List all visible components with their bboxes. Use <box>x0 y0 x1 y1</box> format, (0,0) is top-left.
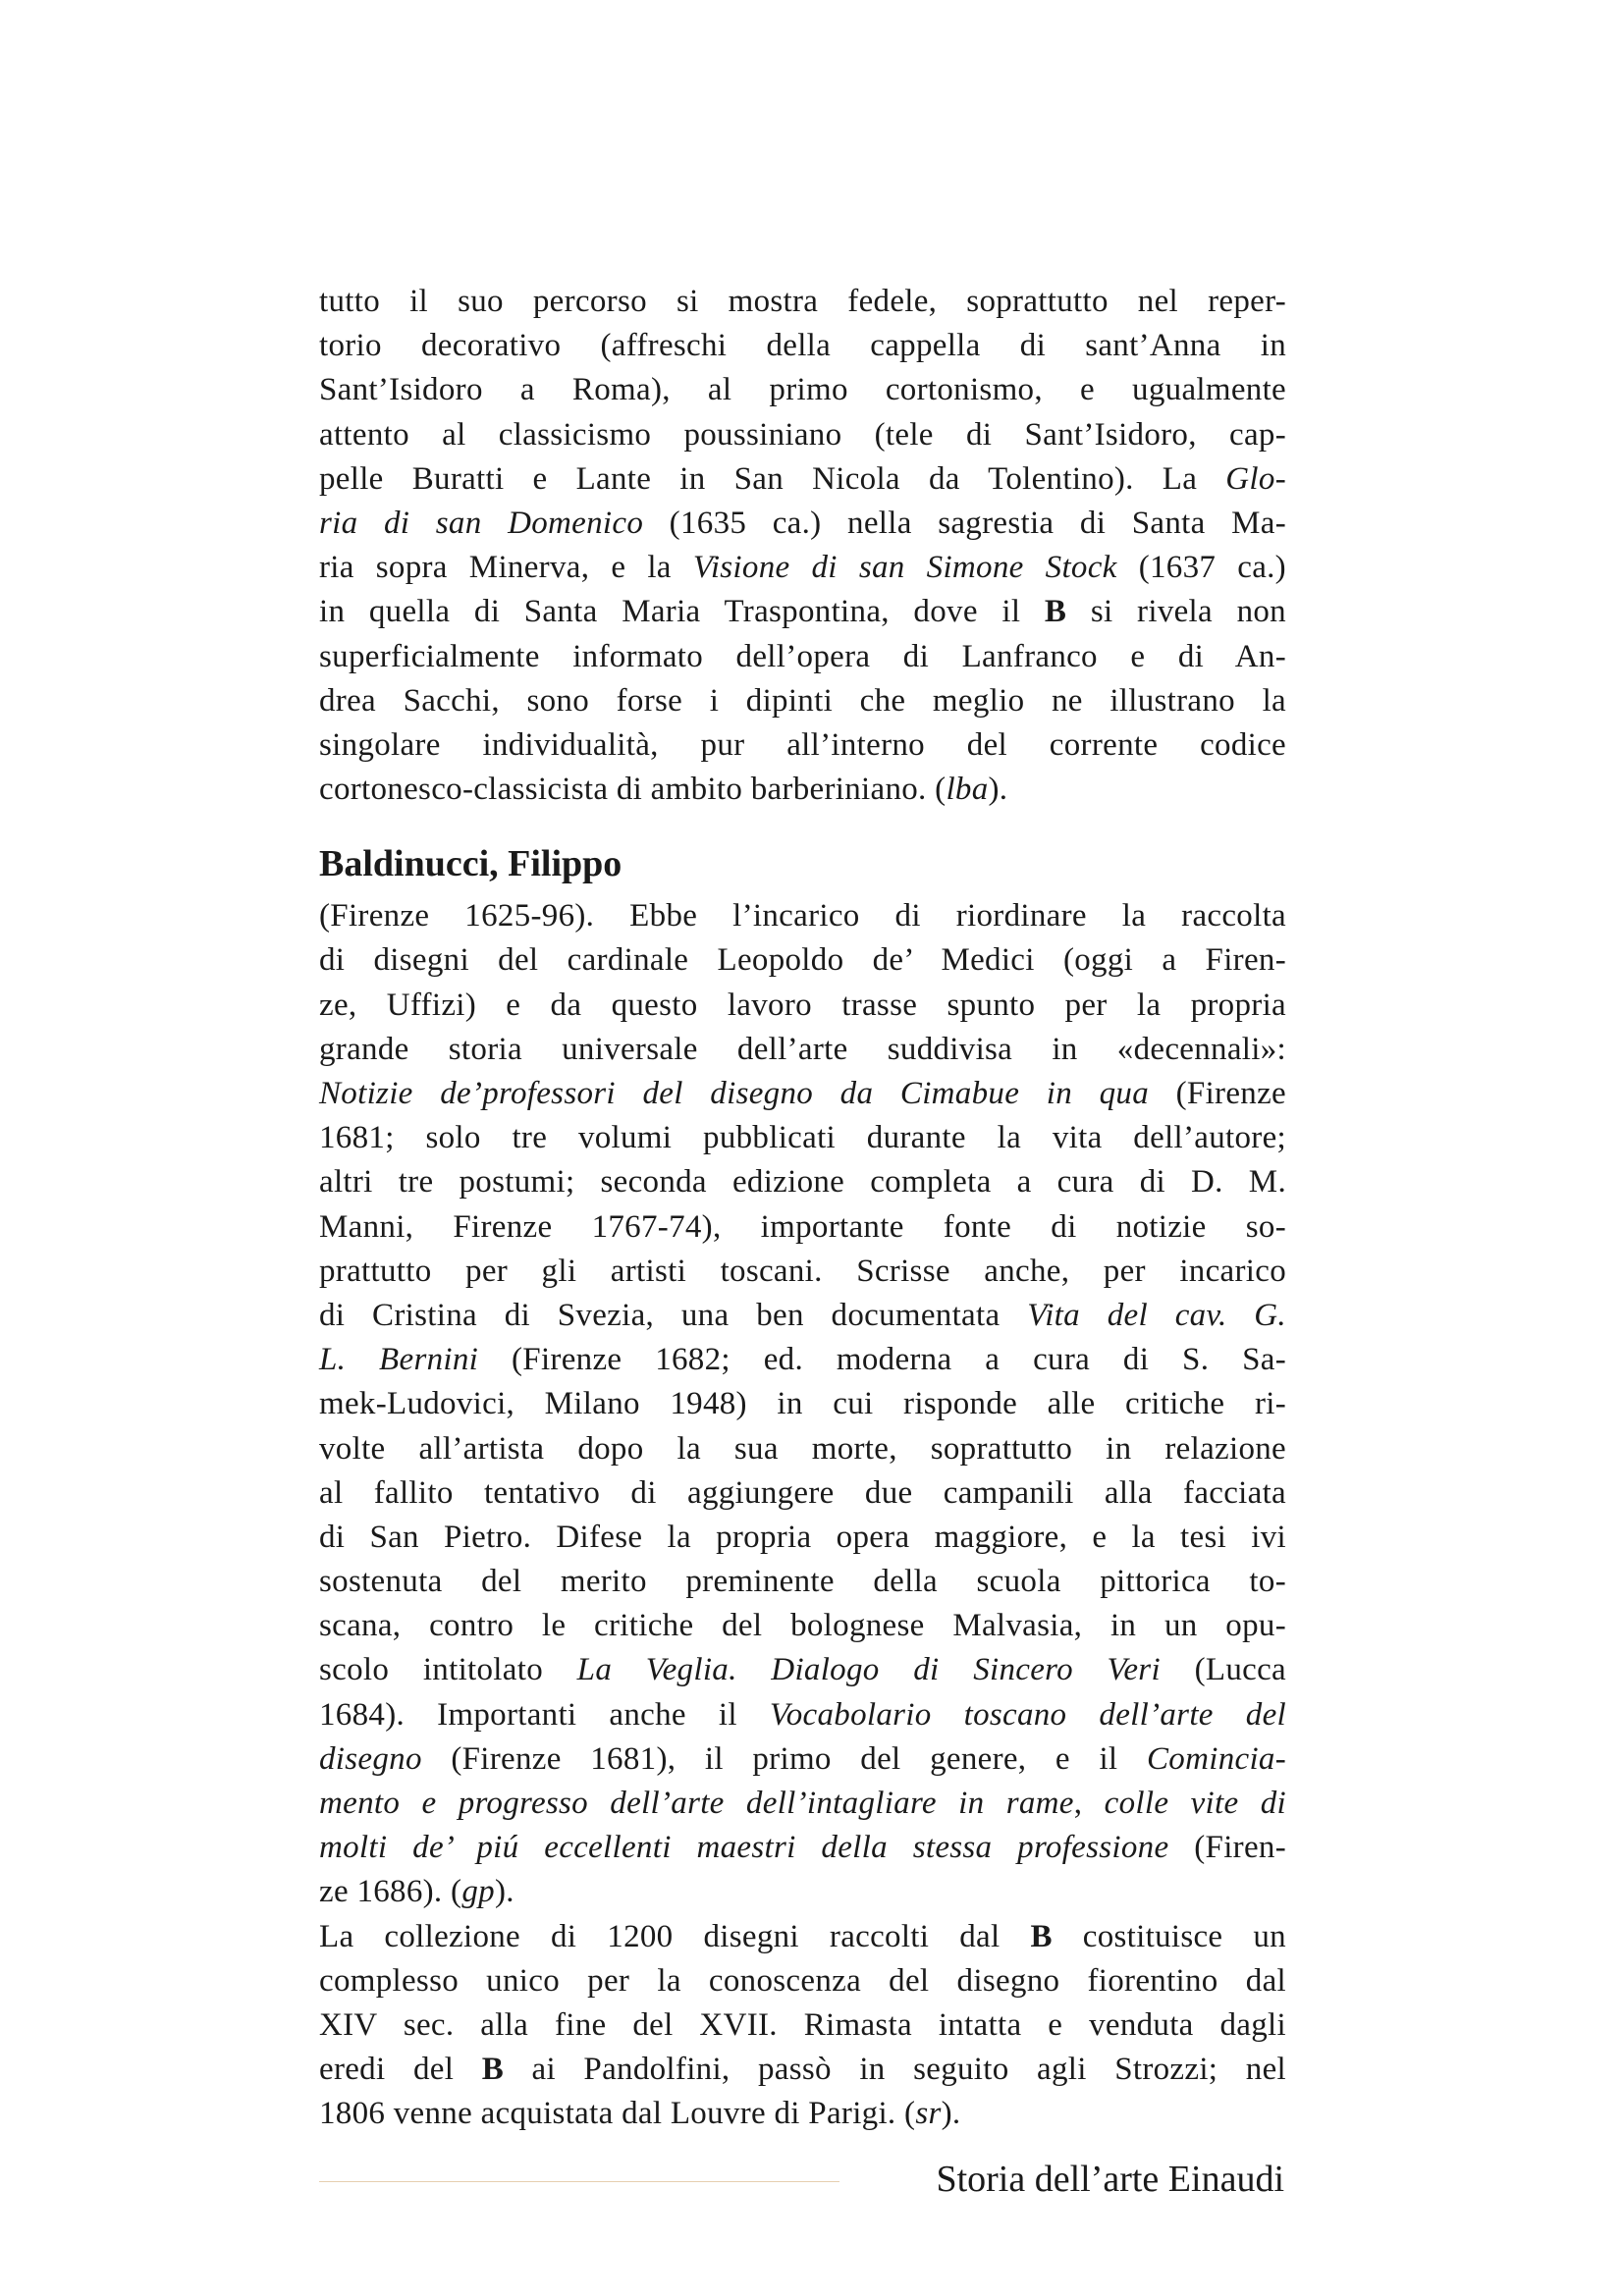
text-span: (Firenze 1625-96). Ebbe l’incarico di riordinare la raccolta <box>319 898 1286 934</box>
text-span: pelle Buratti e Lante in San Nicola da Tolentino). La <box>319 460 1226 497</box>
text-line <box>319 1782 1286 1826</box>
text-span: (Firenze <box>1149 1076 1286 1111</box>
text-line <box>319 768 1286 812</box>
text-span: 1684). Importanti anche il <box>319 1696 770 1733</box>
text-span: ria sopra Minerva, e la <box>319 550 693 586</box>
text-span: (Firen- <box>1168 1830 1286 1866</box>
text-span: La Veglia. Dialogo di Sincero Veri <box>576 1652 1161 1688</box>
text-span: al fallito tentativo di aggiungere due campanili alla facciata <box>319 1474 1286 1511</box>
text-span: (Firenze 1681), il primo del genere, e il <box>421 1740 1147 1777</box>
text-line <box>319 413 1286 457</box>
text-span: Manni, Firenze 1767-74), importante fonte di notizie so- <box>319 1208 1286 1245</box>
text-span: attento al classicismo poussiniano (tele di Sant’Isidoro, cap- <box>319 416 1286 453</box>
text-line <box>319 1382 1286 1426</box>
text-span: di San Pietro. Difese la propria opera maggiore, e la tesi ivi <box>319 1519 1286 1555</box>
text-line <box>319 635 1286 679</box>
text-span: si rivela non <box>1066 594 1286 630</box>
text-span: (Firenze 1682; ed. moderna a cura di S. Sa- <box>478 1342 1286 1378</box>
text-span: scana, contro le critiche del bolognese Malvasia, in un opu- <box>319 1608 1286 1644</box>
text-line <box>319 1870 1286 1914</box>
text-span: complesso unico per la conoscenza del disegno fiorentino dal <box>319 1962 1286 1999</box>
text-line <box>319 1604 1286 1648</box>
text-span: (1635 ca.) nella sagrestia di Santa Ma- <box>643 505 1286 541</box>
text-line <box>319 368 1286 412</box>
text-line <box>319 1338 1286 1382</box>
text-line <box>319 1471 1286 1516</box>
text-span: disegno <box>319 1740 422 1777</box>
text-span: colle vite di <box>1104 1786 1286 1821</box>
text-span: Notizie de’professori del disegno da Cimabue in qua <box>319 1076 1150 1111</box>
text-line <box>319 1028 1286 1072</box>
text-span: gp <box>461 1874 495 1910</box>
text-span: Glo- <box>1225 460 1286 497</box>
text-span: di disegni del cardinale Leopoldo de’ Medici (oggi a Firen- <box>319 942 1286 979</box>
text-line <box>319 938 1286 983</box>
text-span: L. Bernini <box>319 1342 479 1378</box>
text-span: costituisce un <box>1052 1918 1286 1954</box>
text-span: drea Sacchi, sono forse i dipinti che meglio ne illustrano la <box>319 682 1286 719</box>
text-line <box>319 2092 1286 2136</box>
text-line <box>319 1516 1286 1560</box>
text-span: Vocabolario toscano dell’arte del <box>769 1696 1286 1733</box>
text-span: ai Pandolfini, passò in seguito agli Strozzi; nel <box>504 2052 1286 2088</box>
text-line <box>319 1560 1286 1604</box>
text-span: singolare individualità, pur all’interno del corrente codice <box>319 726 1286 763</box>
text-span: ze 1686). ( <box>319 1874 462 1910</box>
text-span: mento e progresso dell’arte dell’intagliare in rame <box>319 1786 1074 1821</box>
text-span: (1637 ca.) <box>1116 550 1286 586</box>
text-line <box>319 1250 1286 1294</box>
text-line <box>319 1294 1286 1338</box>
text-line <box>319 324 1286 368</box>
text-line <box>319 2048 1286 2092</box>
text-span: prattutto per gli artisti toscani. Scrisse anche, per incarico <box>319 1253 1286 1289</box>
text-span: ). <box>494 1874 514 1910</box>
text-line <box>319 1116 1286 1160</box>
text-span: ze, Uffizi) e da questo lavoro trasse spunto per la propria <box>319 987 1286 1023</box>
text-span: di Cristina di Svezia, una ben documentata <box>319 1297 1028 1333</box>
text-line <box>319 984 1286 1028</box>
text-span: 1806 venne acquistata dal Louvre di Parigi. ( <box>319 2096 916 2132</box>
text-span: cortonesco-classicista di ambito barberiniano. ( <box>319 772 947 808</box>
document-body <box>319 280 1286 2137</box>
text-span: B <box>481 2052 504 2088</box>
text-line <box>319 1648 1286 1692</box>
text-line <box>319 1427 1286 1471</box>
text-span: volte all’artista dopo la sua morte, soprattutto in relazione <box>319 1430 1286 1467</box>
text-span: Vita del cav. G. <box>1027 1297 1286 1333</box>
text-line <box>319 1693 1286 1737</box>
text-span: Comincia- <box>1146 1740 1286 1777</box>
text-line <box>319 1160 1286 1204</box>
text-span: tutto il suo percorso si mostra fedele, soprattutto nel reper- <box>319 284 1286 319</box>
text-span: scolo intitolato <box>319 1652 577 1688</box>
paragraph-biography <box>319 894 1286 1914</box>
paragraph-collection <box>319 1915 1286 2137</box>
text-span: 1681; solo tre volumi pubblicati durante la vita dell’autore; <box>319 1120 1286 1156</box>
text-line <box>319 457 1286 502</box>
text-line <box>319 1915 1286 1959</box>
text-span: altri tre postumi; seconda edizione completa a cura di D. M. <box>319 1164 1286 1201</box>
text-span: sostenuta del merito preminente della scuola pittorica to- <box>319 1564 1286 1600</box>
text-span: mek-Ludovici, Milano 1948) in cui risponde alle critiche ri- <box>319 1386 1286 1422</box>
text-span: molti de’ piú eccellenti maestri della stessa professione <box>319 1830 1169 1866</box>
paragraph-intro <box>319 280 1286 812</box>
text-span: eredi del <box>319 2052 482 2088</box>
text-line <box>319 590 1286 634</box>
text-span: superficialmente informato dell’opera di Lanfranco e di An- <box>319 638 1286 674</box>
text-line <box>319 502 1286 546</box>
text-span: , <box>1073 1786 1105 1821</box>
text-span: (Lucca <box>1160 1652 1286 1688</box>
text-span: La collezione di 1200 disegni raccolti dal <box>319 1918 1031 1954</box>
text-span: B <box>1044 594 1067 630</box>
text-line <box>319 1959 1286 2003</box>
text-line <box>319 723 1286 768</box>
text-line <box>319 1826 1286 1870</box>
text-line <box>319 1737 1286 1782</box>
text-span: Sant’Isidoro a Roma), al primo cortonismo, e ugualmente <box>319 372 1286 408</box>
text-span: in quella di Santa Maria Traspontina, dove il <box>319 594 1045 630</box>
text-line <box>319 1205 1286 1250</box>
text-span: ). <box>941 2096 961 2132</box>
text-span: XIV sec. alla fine del XVII. Rimasta intatta e venduta dagli <box>319 2006 1286 2043</box>
text-line <box>319 546 1286 590</box>
text-span: torio decorativo (affreschi della cappella di sant’Anna in <box>319 328 1286 364</box>
text-span: lba <box>946 772 989 808</box>
entry-heading: Baldinucci, Filippo <box>319 843 622 885</box>
footer-rule <box>319 2181 839 2182</box>
text-line <box>319 894 1286 938</box>
text-line <box>319 2003 1286 2048</box>
text-span: B <box>1030 1918 1053 1954</box>
text-line <box>319 280 1286 324</box>
text-span: sr <box>915 2096 942 2132</box>
text-span: ). <box>988 772 1008 808</box>
text-line <box>319 679 1286 723</box>
text-span: Visione di san Simone Stock <box>692 550 1117 586</box>
text-span: ria di san Domenico <box>319 505 644 541</box>
footer-title: Storia dell’arte Einaudi <box>936 2159 1284 2200</box>
text-line <box>319 1072 1286 1116</box>
text-span: grande storia universale dell’arte suddivisa in «decennali»: <box>319 1031 1286 1067</box>
